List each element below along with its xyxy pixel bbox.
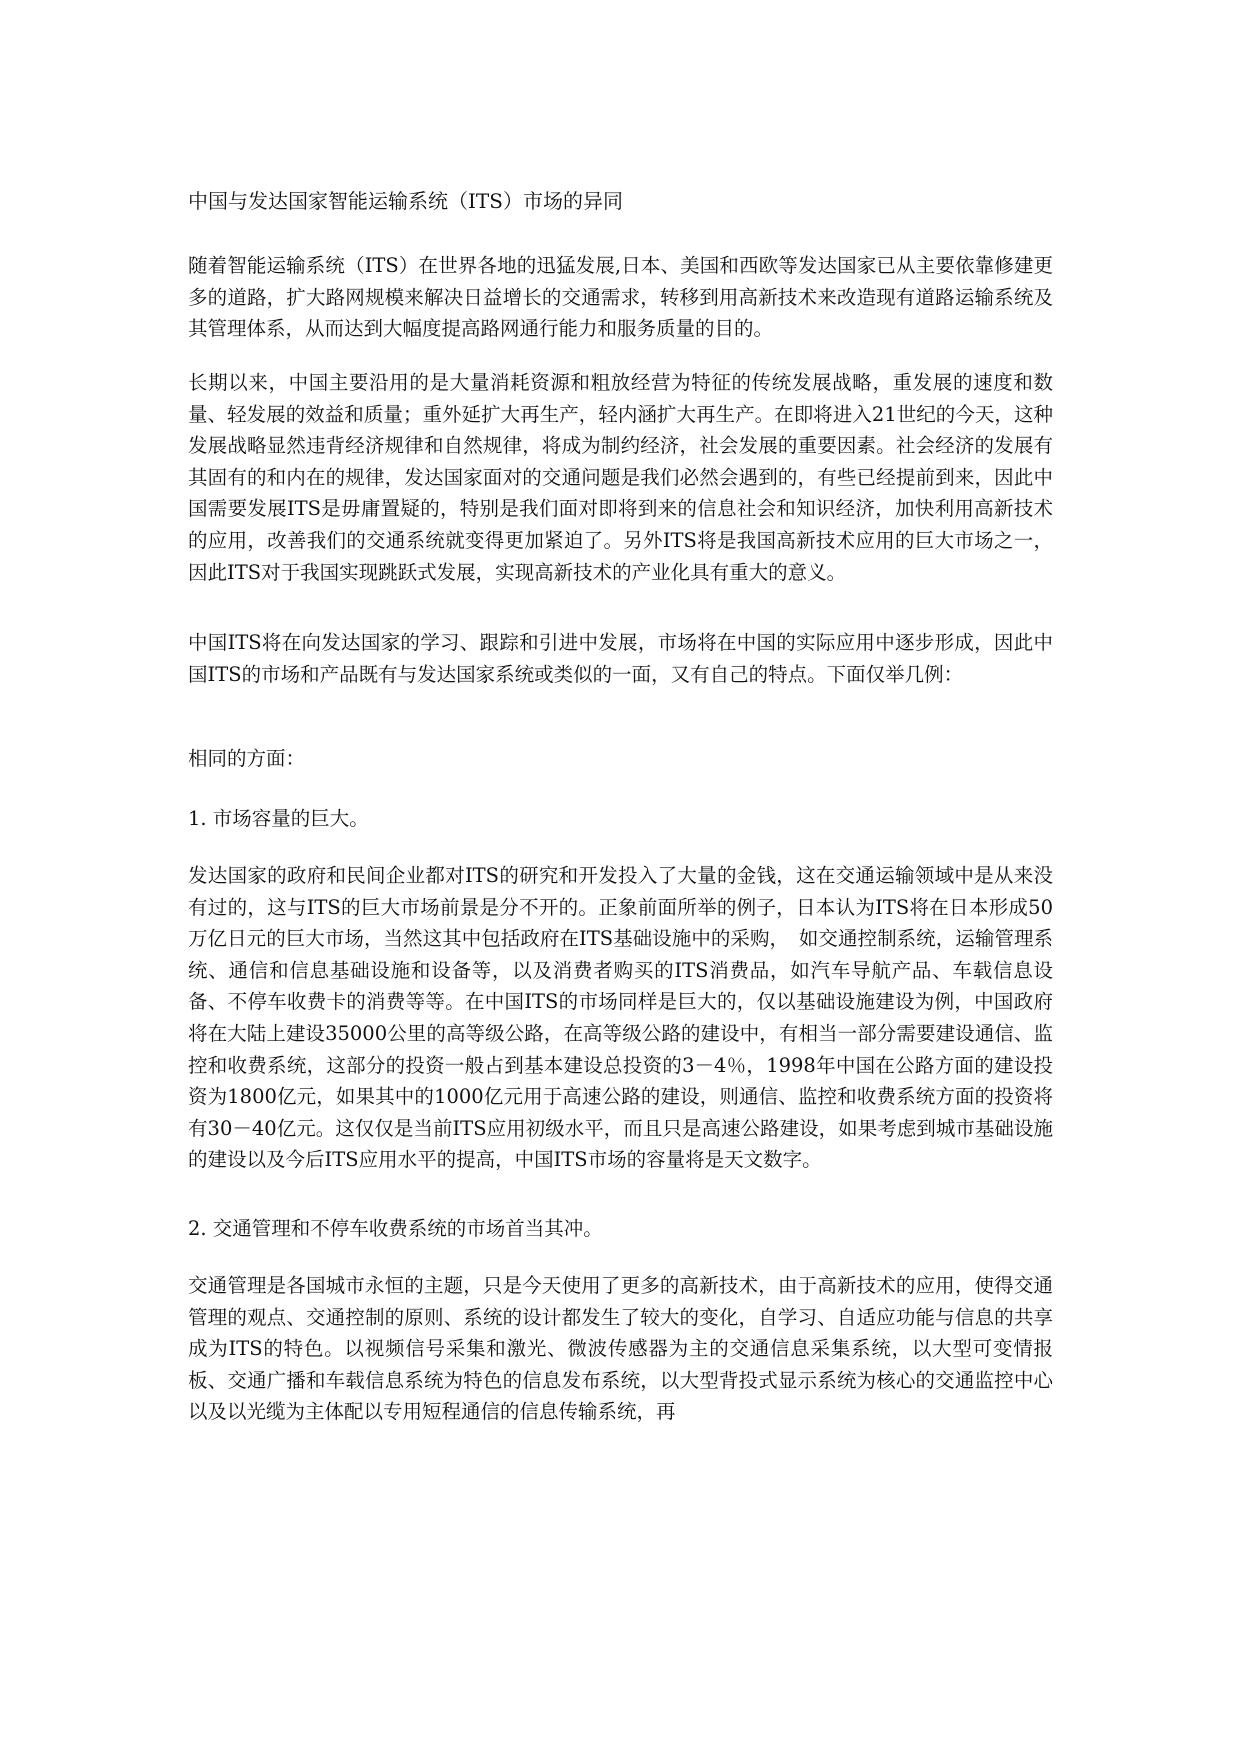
list-item-heading-2: 2. 交通管理和不停车收费系统的市场首当其冲。 — [188, 1217, 603, 1240]
list-item-heading-1: 1. 市场容量的巨大。 — [188, 807, 369, 830]
paragraph-background: 长期以来，中国主要沿用的是大量消耗资源和粗放经营为特征的传统发展战略，重发展的速度和数量、轻发展的效益和质量；重外延扩大再生产，轻内涵扩大再生产。在即将进入21世纪的今天，这种发展战略显然违背经济规律和自然规律，将成为制约经济，社会发展的重要因素。社会经济的发展有其固有的和内在的规律，发达国家面对的交通问题是我们必然会遇到的，有些已经提前到来，因此中国需要发展ITS是毋庸置疑的，特别是我们面对即将到来的信息社会和知识经济，加快利用高新技术的应用，改善我们的交通系统就变得更加紧迫了。另外ITS将是我国高新技术应用的巨大市场之一，因此ITS对于我国实现跳跃式发展，实现高新技术的产业化具有重大的意义。 — [188, 371, 1053, 584]
section-heading-similarities: 相同的方面： — [188, 747, 306, 770]
document-title: 中国与发达国家智能运输系统（ITS）市场的异同 — [188, 189, 623, 213]
paragraph-market-capacity: 发达国家的政府和民间企业都对ITS的研究和开发投入了大量的金钱，这在交通运输领域中是从来没有过的，这与ITS的巨大市场前景是分不开的。正象前面所举的例子，日本认为ITS将在日本形成50万亿日元的巨大市场，当然这其中包括政府在ITS基础设施中的采购， 如交通控制系统，运输管理系统、通信和信息基础设施和设备等，以及消费者购买的ITS消费品，如汽车导航产品、车载信息设备、不停车收费卡的消费等等。在中国ITS的市场同样是巨大的，仅以基础设施建设为例，中国政府将在大陆上建设35000公里的高等级公路，在高等级公路的建设中，有相当一部分需要建设通信、监控和收费系统，这部分的投资一般占到基本建设总投资的3－4％，1998年中国在公路方面的建设投资为1800亿元，如果其中的1000亿元用于高速公路的建设，则通信、监控和收费系统方面的投资将有30－40亿元。这仅仅是当前ITS应用初级水平，而且只是高速公路建设，如果考虑到城市基础设施的建设以及今后ITS应用水平的提高，中国ITS市场的容量将是天文数字。 — [188, 864, 1053, 1172]
paragraph-traffic-management: 交通管理是各国城市永恒的主题，只是今天使用了更多的高新技术，由于高新技术的应用，使得交通管理的观点、交通控制的原则、系统的设计都发生了较大的变化，自学习、自适应功能与信息的共享成为ITS的特色。以视频信号采集和激光、微波传感器为主的交通信息采集系统，以大型可变情报板、交通广播和车载信息系统为特色的信息发布系统，以大型背投式显示系统为核心的交通监控中心以及以光缆为主体配以专用短程通信的信息传输系统，再 — [188, 1274, 1053, 1424]
paragraph-development: 中国ITS将在向发达国家的学习、跟踪和引进中发展，市场将在中国的实际应用中逐步形成，因此中国ITS的市场和产品既有与发达国家系统或类似的一面，又有自己的特点。下面仅举几例： — [188, 631, 1053, 686]
paragraph-intro: 随着智能运输系统（ITS）在世界各地的迅猛发展,日本、美国和西欧等发达国家已从主要依靠修建更多的道路，扩大路网规模来解决日益增长的交通需求，转移到用高新技术来改造现有道路运输系统及其管理体系，从而达到大幅度提高路网通行能力和服务质量的目的。 — [188, 254, 1053, 341]
